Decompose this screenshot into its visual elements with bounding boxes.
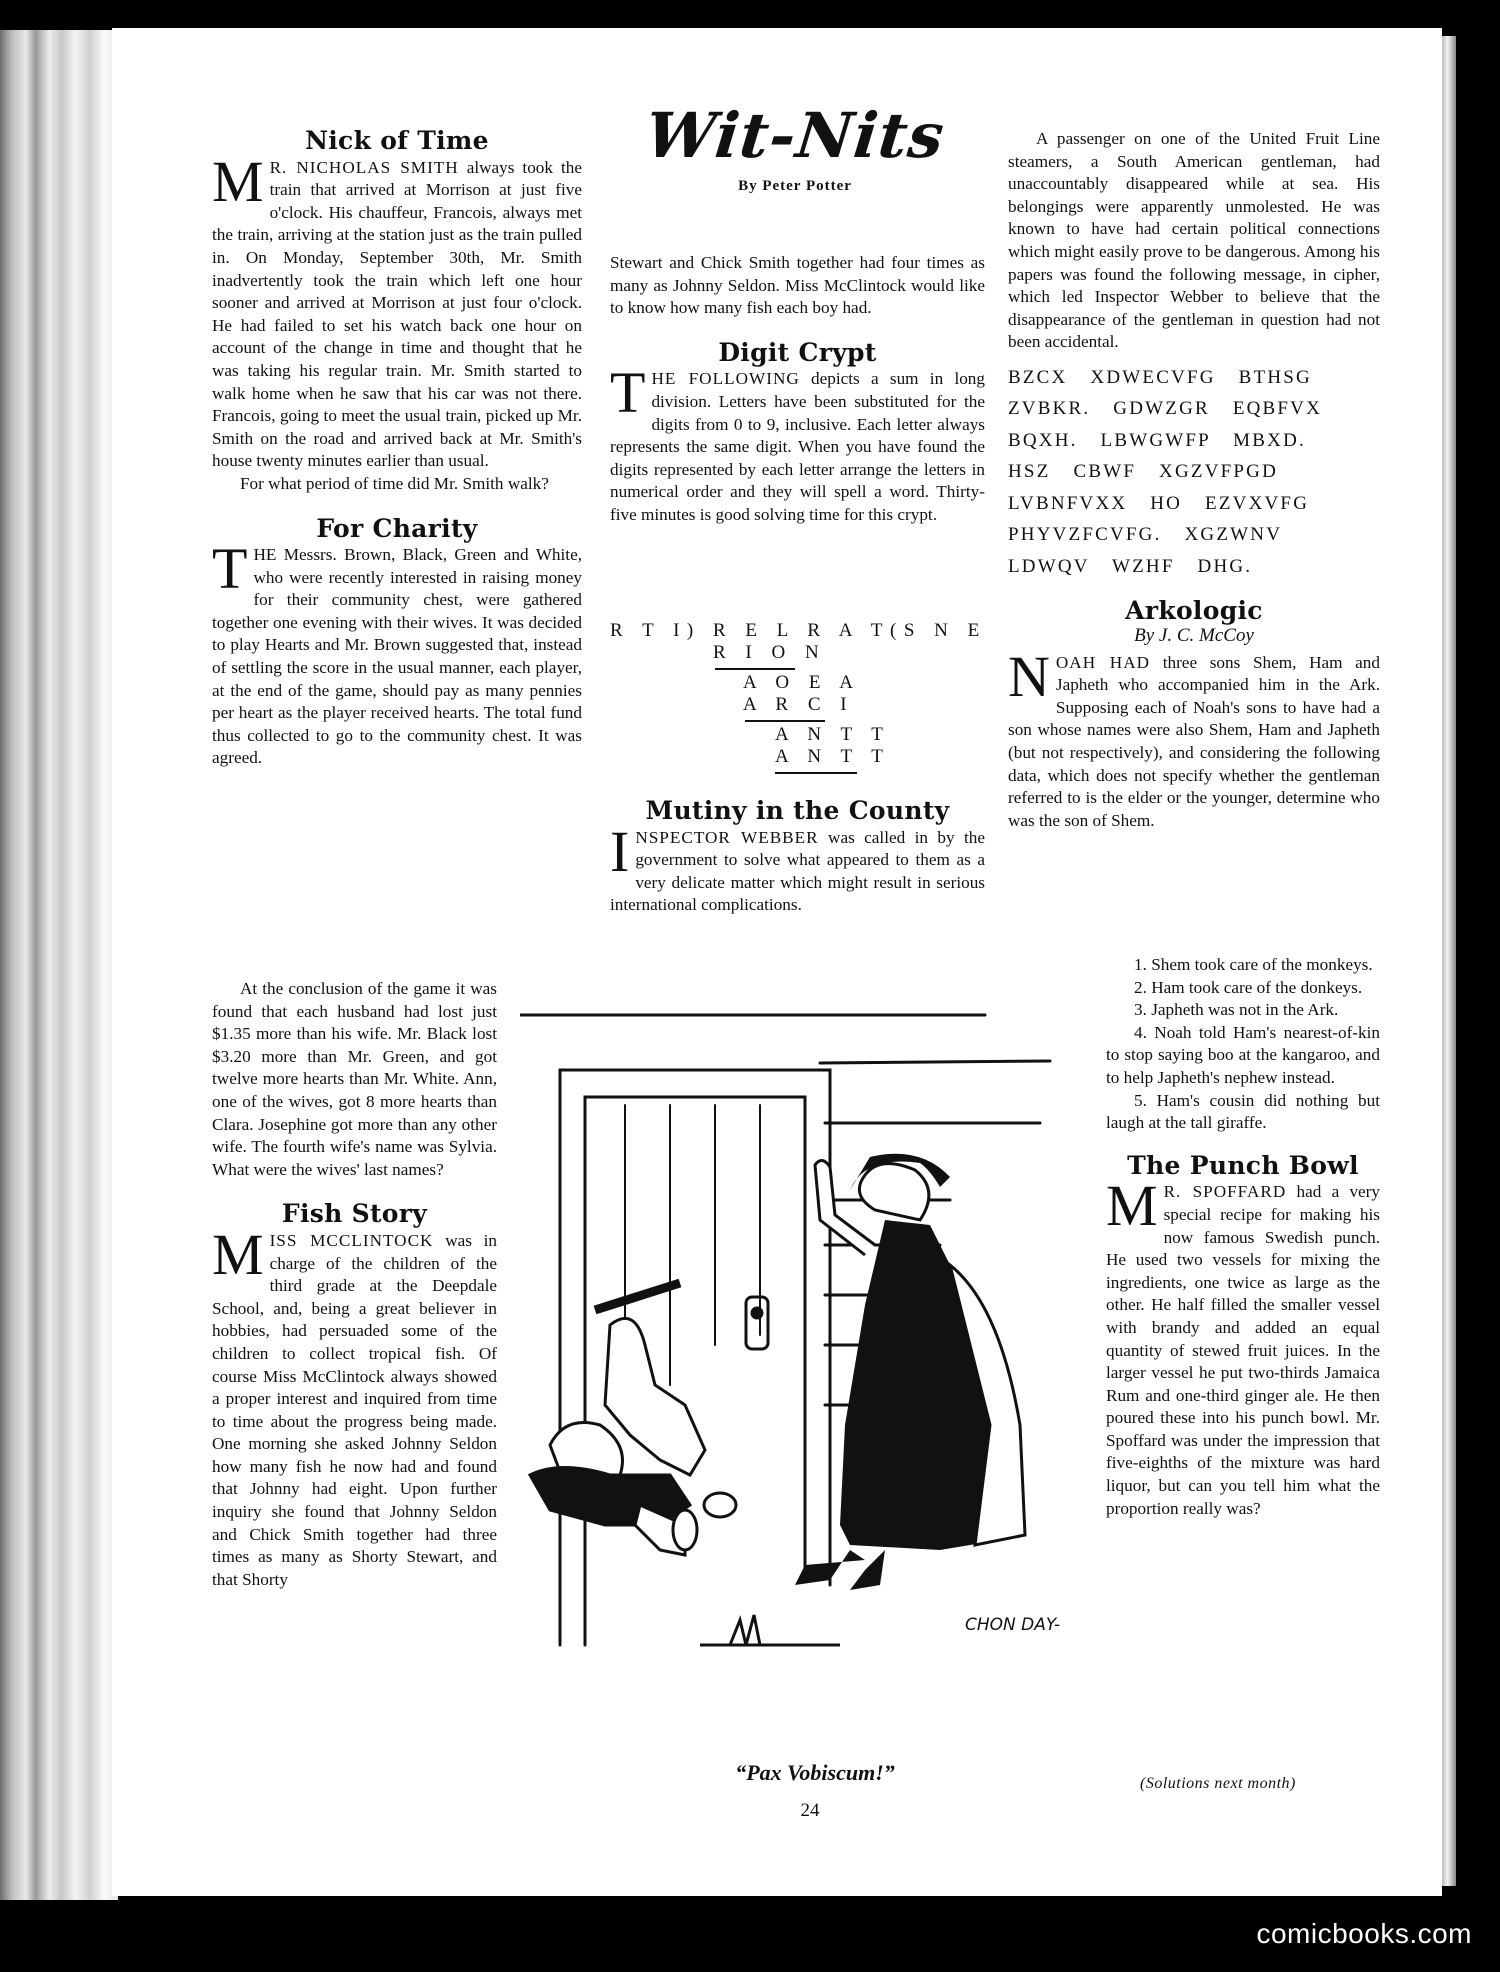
fish-story-title: Fish Story xyxy=(281,1199,428,1229)
arkologic-clue: 1. Shem took care of the monkeys. xyxy=(1134,955,1373,974)
for-charity-text: THE Messrs. Brown, Black, Green and White, who were recently interested in raising money for their community chest, were gathered together one evening with their wives. It was decided to play Hearts and Mr. Brown suggested that, instead of settling the score in the usual manner, each player, at the end of the game, should pay as many pennies per heart as the player received hearts. The total fund thus collected to go to the community chest. It was agreed. xyxy=(212,536,582,768)
mutiny-dropcap: I xyxy=(610,818,630,884)
cipher-line: LDWQV WZHF DHG. xyxy=(1008,555,1253,577)
punch-bowl-title: The Punch Bowl xyxy=(1127,1150,1359,1180)
right-column-narrow xyxy=(1106,954,1380,1520)
left-column xyxy=(212,126,582,770)
masthead xyxy=(630,96,960,195)
cipher-line: HSZ CBWF XGZVFPGD xyxy=(1008,461,1278,483)
wall-line xyxy=(820,1061,1050,1063)
cipher-line: BQXH. LBWGWFP MBXD. xyxy=(1008,429,1306,451)
arkologic-clue: 4. Noah told Ham's nearest-of-kin to stop saying boo at the kangaroo, and to help Japheth's nephew instead. xyxy=(1106,1022,1380,1087)
fish-story-text: MISS MCCLINTOCK was in charge of the children of the third grade at the Deepdale School, and, being a great believer in hobbies, had persuaded some of the children to collect tropical fish. Of course Miss McClintock always showed a proper interest and inquired from time to time about the progress being made. One morning she asked Johnny Seldon how many fish he now had and found that Johnny had eight. Upon further inquiry she found that Johnny Seldon and Chick Smith together had three times as many as Shorty Stewart, and that Shorty xyxy=(212,1221,497,1589)
arkologic-clue: 2. Ham took care of the donkeys. xyxy=(1134,977,1363,997)
cipher-line: BZCX XDWECVFG BTHSG xyxy=(1008,366,1312,388)
division-rule xyxy=(775,772,857,774)
long-division-puzzle xyxy=(610,620,985,770)
division-rule xyxy=(745,720,825,722)
cipher-line: LVBNFVXX HO EZVXVFG xyxy=(1008,492,1310,514)
digit-crypt-text: THE FOLLOWING depicts a sum in long division. Letters have been substituted for the digits from 0 to 9, inclusive. Each letter always represents the same digit. When you have found the digits represented by each letter arrange the letters in numerical order and they will spell a word. Thirty-five minutes is good solving time for this crypt. xyxy=(610,360,985,524)
arkologic-text: NOAH HAD three sons Shem, Ham and Japheth who accompanied him in the Ark. Supposing each of Noah's sons to have had a son whose names were also Shem, Ham and Japheth (but not respectively), and considering the following data, which does not specify whether the gentleman referred to is the elder or the younger, determine who was the son of Shem. xyxy=(1008,643,1380,830)
punch-bowl-dropcap: M xyxy=(1106,1173,1158,1239)
book-binding-edge xyxy=(0,30,118,1900)
digit-crypt-title: Digit Crypt xyxy=(718,337,877,367)
door-frame xyxy=(560,1070,830,1645)
nick-of-time-text: M R. NICHOLAS SMITH always took the train that arrived at Morrison at just five o'clock. His chauffeur, Francois, always met the train, arriving at the station just as the train pulled in. On Monday, September 30th, Mr. Smith inadvertently took the train which left one hour sooner and arrived at Morrison at just four o'clock. He had failed to set his watch back one hour on account of the change in time and thought that he was taking his regular train. Mr. Smith started to walk home when he saw that his car was not there. Francois, going to meet the usual train, picked up Mr. Smith on the road and arrived back at Mr. Smith's house twenty minutes earlier than usual. xyxy=(212,148,582,471)
cartoonist-signature: CHON DAY- xyxy=(965,1615,1061,1635)
page-number: 24 xyxy=(800,1800,820,1821)
masthead-byline: By Peter Potter xyxy=(738,178,852,194)
arkologic-clue: 5. Ham's cousin did nothing but laugh at the tall giraffe. xyxy=(1106,1090,1380,1133)
fish-story-continued: Stewart and Chick Smith together had four times as many as Johnny Seldon. Miss McClintock would like to know how many fish each boy had. xyxy=(610,253,985,318)
cipher-line: PHYVZFCVFG. XGZWNV xyxy=(1008,524,1283,546)
for-charity-title: For Charity xyxy=(316,513,478,543)
masthead-title: Wit-Nits xyxy=(642,99,948,172)
mutiny-text: INSPECTOR WEBBER was called in by the government to solve what appeared to them as a very delicate matter which might result in serious international complications. xyxy=(610,818,986,915)
arkologic-title: Arkologic xyxy=(1125,596,1263,626)
mutiny-text-continued: A passenger on one of the United Fruit Line steamers, a South American gentleman, had unaccountably disappeared while at sea. His belongings were apparently unmolested. He was known to have had certain political connections which might easily prove to be dangerous. Among his papers was found the following message, in cipher, which led Inspector Webber to believe that the disappearance of the gentleman in question had not been accidental. xyxy=(1008,129,1380,352)
mutiny-title: Mutiny in the County xyxy=(645,796,950,825)
arkologic-clue: 3. Japheth was not in the Ark. xyxy=(1134,1000,1339,1020)
arkologic-byline: By J. C. McCoy xyxy=(1134,625,1254,647)
punch-bowl-text: M R. SPOFFARD had a very special recipe for making his now famous Swedish punch. He used two vessels for mixing the ingredients, one twice as large as the other. He half filled the smaller vessel with brandy and added an equal quantity of stewed fruit juices. In the larger vessel he put two-thirds Jamaica Rum and one-third ginger ale. He then poured these into his punch bowl. Mr. Spoffard was under the impression that five-eighths of the mixture was hard liquor, but can you tell him what the proportion really was? xyxy=(1106,1173,1380,1518)
right-column xyxy=(1008,128,1380,832)
for-charity-dropcap: T xyxy=(212,536,248,602)
nick-of-time-question: For what period of time did Mr. Smith walk? xyxy=(240,473,549,493)
fish-story-dropcap: M xyxy=(212,1221,264,1287)
grass-tuft xyxy=(700,1615,840,1645)
cipher-message xyxy=(1008,362,1380,583)
cartoon-illustration xyxy=(520,1005,1080,1665)
cartoon-caption: “Pax Vobiscum!” xyxy=(735,1760,895,1785)
digit-crypt-dropcap: T xyxy=(610,360,646,426)
division-row: A N T T xyxy=(775,724,891,745)
nick-of-time-title: Nick of Time xyxy=(305,126,489,155)
division-row: R T I) R E L R A T(S N E xyxy=(610,620,987,641)
division-rule xyxy=(715,668,795,670)
cipher-line: ZVBKR. GDWZGR EQBFVX xyxy=(1008,398,1323,420)
page-right-edge xyxy=(1442,36,1456,1886)
for-charity-question: At the conclusion of the game it was found that each husband had lost just $1.35 more than his wife. Mr. Black lost $3.20 more than Mr. Green, and got twelve more hearts than Mr. White. Ann, one of the wives, got 8 more hearts than Clara. Josephine got more than any other wife. The fourth wife's name was Sylvia. What were the wives' last names? xyxy=(212,979,497,1179)
division-row: A R C I xyxy=(743,694,855,715)
division-row: A O E A xyxy=(743,672,861,693)
solutions-note: (Solutions next month) xyxy=(1140,1775,1296,1792)
left-column-narrow xyxy=(212,978,497,1591)
site-watermark: comicbooks.com xyxy=(1256,1918,1472,1949)
center-column xyxy=(610,252,985,527)
center-column-lower xyxy=(610,796,986,917)
door-lock xyxy=(746,1297,768,1349)
division-row: A N T T xyxy=(775,746,891,767)
division-row: R I O N xyxy=(713,642,827,663)
nick-of-time-dropcap: M xyxy=(212,148,264,214)
arkologic-dropcap: N xyxy=(1008,643,1050,709)
